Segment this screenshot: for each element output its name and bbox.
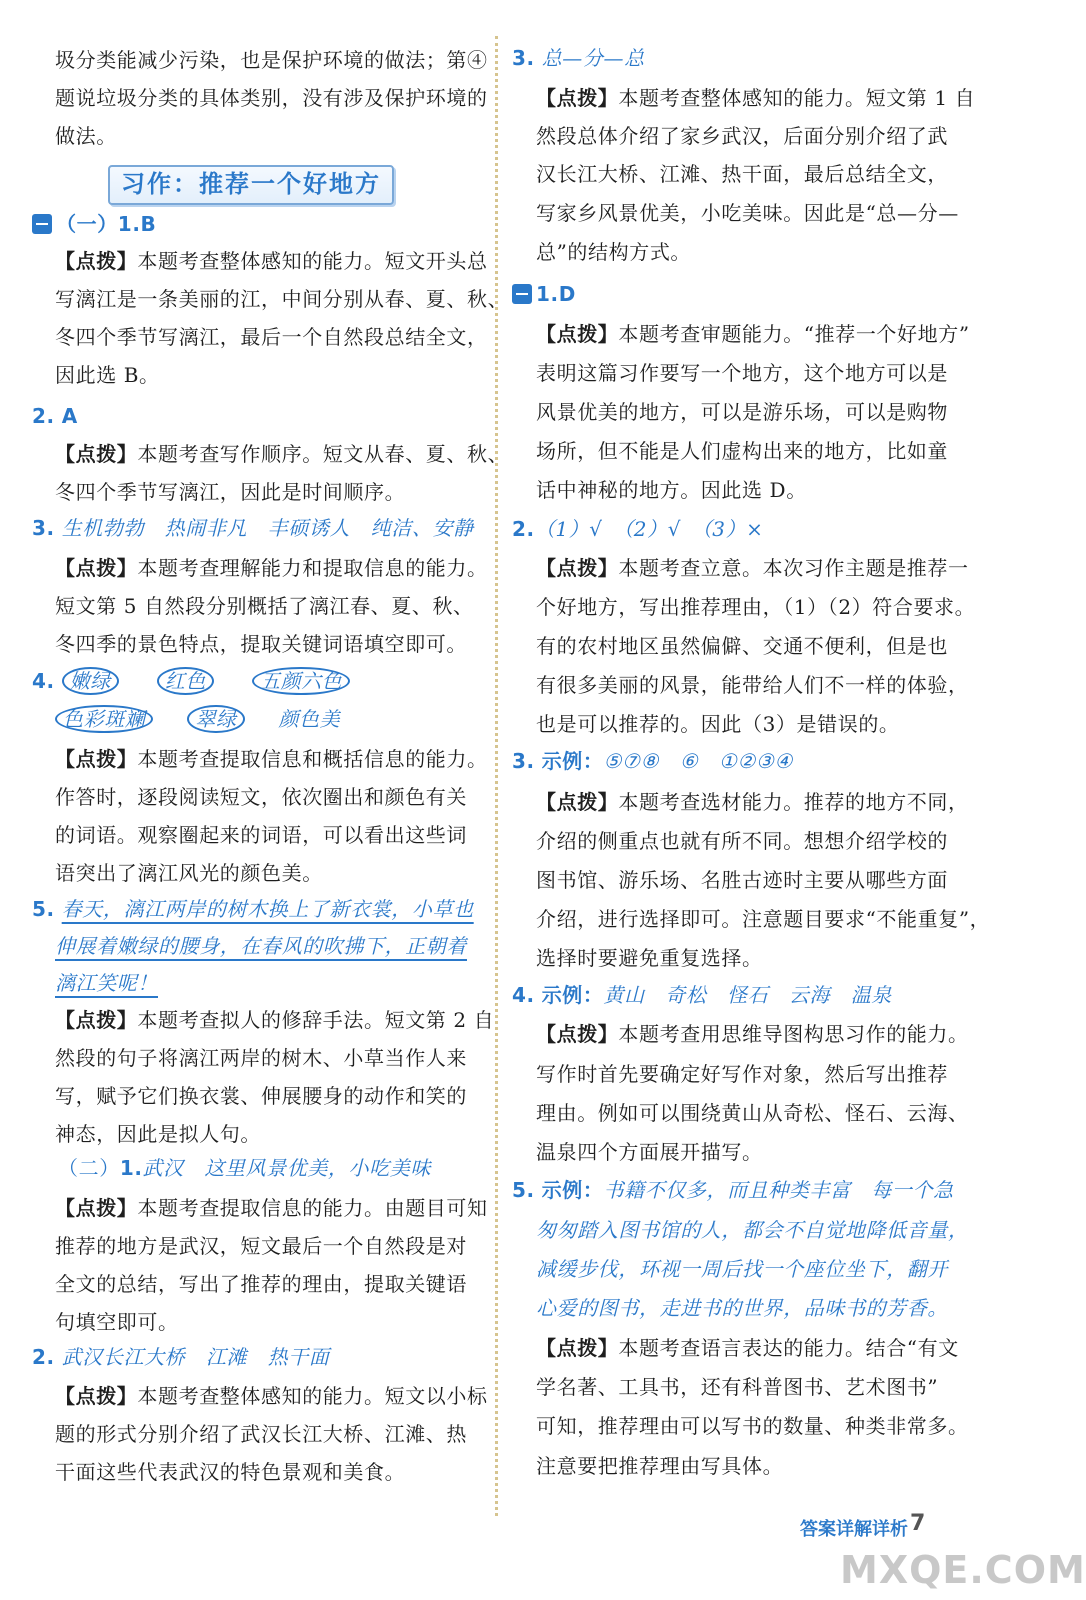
tip-text: 本题考查整体感知的能力。短文第 1 自 xyxy=(618,86,976,110)
text-line: 题说垃圾分类的具体类别，没有涉及保护环境的 xyxy=(55,86,488,110)
question-number: 3. xyxy=(32,516,55,540)
answer-text: 书籍不仅多，而且种类丰富 每一个急 xyxy=(603,1178,954,1202)
text-line: 干面这些代表武汉的特色景观和美食。 xyxy=(55,1460,406,1484)
text-line: 写家乡风景优美，小吃美味。因此是“总—分— xyxy=(536,201,959,225)
question-3-answer xyxy=(32,514,474,542)
tip-text: 本题考查拟人的修辞手法。短文第 2 自 xyxy=(137,1008,495,1032)
text-line: 有很多美丽的风景，能带给人们不一样的体验， xyxy=(536,673,969,697)
question-number: 4. xyxy=(32,669,55,693)
tip-text: 本题考查整体感知的能力。短文以小标 xyxy=(137,1384,488,1408)
section-two-q3-answer xyxy=(512,44,645,72)
text-line: 圾分类能减少污染，也是保护环境的做法；第④ xyxy=(55,48,488,72)
answer-text: （1）√ （2）√ （3）× xyxy=(534,517,764,541)
question-4-answer-row1 xyxy=(32,667,350,695)
answer-word: 颜色美 xyxy=(278,707,341,731)
tip-line xyxy=(536,320,970,348)
text-line: 冬四个季节写漓江，最后一个自然段总结全文， xyxy=(55,325,488,349)
part-two-q5-answer xyxy=(512,1176,954,1204)
text-line: 神态，因此是拟人句。 xyxy=(55,1122,261,1146)
tip-label: 【点拨】 xyxy=(55,442,138,466)
text-line: 写漓江是一条美丽的江，中间分别从春、夏、秋、 xyxy=(55,287,509,311)
tip-text: 本题考查提取信息和概括信息的能力。 xyxy=(137,747,488,771)
circled-word: 翠绿 xyxy=(187,705,244,733)
tip-line xyxy=(55,554,488,582)
text-line: 写，赋予它们换衣裳、伸展腰身的动作和笑的 xyxy=(55,1084,467,1108)
watermark: MXQE.COM xyxy=(840,1548,1086,1592)
text-line: 表明这篇习作要写一个地方，这个地方可以是 xyxy=(536,361,948,385)
tip-label: 【点拨】 xyxy=(55,249,138,273)
circled-word: 五颜六色 xyxy=(252,667,350,695)
text-line: 汉长江大桥、江滩、热干面，最后总结全文， xyxy=(536,162,948,186)
text-line: 全文的总结，写出了推荐的理由，提取关键语 xyxy=(55,1272,467,1296)
answer-line xyxy=(55,969,158,997)
text-line: 图书馆、游乐场、名胜古迹时主要从哪些方面 xyxy=(536,868,948,892)
tip-line xyxy=(55,440,508,468)
tip-text: 本题考查语言表达的能力。结合“有文 xyxy=(618,1336,959,1360)
tip-text: 本题考查审题能力。“推荐一个好地方” xyxy=(618,322,970,346)
tip-label: 【点拨】 xyxy=(536,790,619,814)
section-one-label: （一）1.B xyxy=(56,212,157,236)
text-line: 冬四个季节写漓江，因此是时间顺序。 xyxy=(55,480,406,504)
question-number: 3. xyxy=(512,749,535,773)
section-two-label: （二） xyxy=(58,1156,120,1180)
tip-line xyxy=(55,1006,494,1034)
tip-label: 【点拨】 xyxy=(536,1022,619,1046)
answer-text: 心爱的图书，走进书的世界，品味书的芳香。 xyxy=(536,1296,948,1320)
text-line: 话中神秘的地方。因此选 D。 xyxy=(536,478,807,502)
answer-line xyxy=(536,1294,948,1322)
circled-word: 色彩斑斓 xyxy=(55,705,153,733)
tip-text: 本题考查提取信息的能力。由题目可知 xyxy=(137,1196,488,1220)
tip-line xyxy=(536,788,969,816)
text-line: 个好地方，写出推荐理由，（1）（2）符合要求。 xyxy=(536,595,976,619)
tip-line xyxy=(536,1020,969,1048)
question-2-answer xyxy=(32,402,78,430)
text-line: 推荐的地方是武汉，短文最后一个自然段是对 xyxy=(55,1234,467,1258)
text-line: 选择时要避免重复选择。 xyxy=(536,946,763,970)
text-line: 场所，但不能是人们虚构出来的地方，比如童 xyxy=(536,439,948,463)
circled-word: 嫩绿 xyxy=(62,667,119,695)
tip-label: 【点拨】 xyxy=(536,1336,619,1360)
text-line: 也是可以推荐的。因此（3）是错误的。 xyxy=(536,712,900,736)
answer-text: 漓江笑呢！ xyxy=(55,971,158,995)
answer-line xyxy=(55,932,467,960)
text-line: 冬四季的景色特点，提取关键词语填空即可。 xyxy=(55,632,467,656)
tip-label: 【点拨】 xyxy=(55,1196,138,1220)
tip-text: 本题考查选材能力。推荐的地方不同， xyxy=(618,790,969,814)
part-two-header xyxy=(512,280,576,308)
tip-label: 【点拨】 xyxy=(55,1384,138,1408)
answer-text: 春天，漓江两岸的树木换上了新衣裳，小草也 xyxy=(61,897,474,921)
tip-line xyxy=(55,1382,488,1410)
text-line: 注意要把推荐理由写具体。 xyxy=(536,1454,784,1478)
answer-text: 黄山 奇松 怪石 云海 温泉 xyxy=(603,983,892,1007)
section-title: 习作：推荐一个好地方 xyxy=(108,165,394,205)
answer-text: 总—分—总 xyxy=(541,46,645,70)
answer-text: 武汉长江大桥 江滩 热干面 xyxy=(61,1345,330,1369)
text-line: 理由。例如可以围绕黄山从奇松、怪石、云海、 xyxy=(536,1101,969,1125)
tip-text: 本题考查写作顺序。短文从春、夏、秋、 xyxy=(137,442,509,466)
text-line: 可知，推荐理由可以写书的数量、种类非常多。 xyxy=(536,1414,969,1438)
text-line: 的词语。观察圈起来的词语，可以看出这些词 xyxy=(55,823,467,847)
text-line: 学名著、工具书，还有科普图书、艺术图书” xyxy=(536,1375,939,1399)
tip-label: 【点拨】 xyxy=(536,322,619,346)
tip-line xyxy=(55,1194,488,1222)
text-line: 温泉四个方面展开描写。 xyxy=(536,1140,763,1164)
question-number: 1. xyxy=(119,1156,143,1180)
text-line: 有的农村地区虽然偏僻、交通不便利，但是也 xyxy=(536,634,948,658)
tip-label: 【点拨】 xyxy=(55,1008,138,1032)
text-line: 语突出了漓江风光的颜色美。 xyxy=(55,861,323,885)
text-line: 作答时，逐段阅读短文，依次圈出和颜色有关 xyxy=(55,785,467,809)
text-line: 因此选 B。 xyxy=(55,363,160,387)
example-label: 示例： xyxy=(541,749,604,773)
section-one-header xyxy=(32,210,156,238)
section-two-q2-answer xyxy=(32,1343,330,1371)
text-line: 总”的结构方式。 xyxy=(536,240,692,264)
tip-text: 本题考查理解能力和提取信息的能力。 xyxy=(137,556,488,580)
question-number: 3. xyxy=(512,46,535,70)
text-line: 短文第 5 自然段分别概括了漓江春、夏、秋、 xyxy=(55,594,474,618)
tip-line xyxy=(55,745,488,773)
tip-line xyxy=(536,554,969,582)
tip-text: 本题考查用思维导图构思习作的能力。 xyxy=(618,1022,969,1046)
example-label: 示例： xyxy=(541,983,604,1007)
page-number: 7 xyxy=(910,1511,926,1536)
tip-text: 本题考查立意。本次习作主题是推荐一 xyxy=(618,556,969,580)
part-two-q2-answer xyxy=(512,515,764,543)
answer-text: 伸展着嫩绿的腰身，在春风的吹拂下，正朝着 xyxy=(55,934,467,958)
question-number: 4. xyxy=(512,983,535,1007)
tip-text: 本题考查整体感知的能力。短文开头总 xyxy=(137,249,488,273)
part-two-q3-answer xyxy=(512,747,793,775)
tip-line xyxy=(536,1334,959,1362)
answer-text: 生机勃勃 热闹非凡 丰硕诱人 纯洁、安静 xyxy=(61,516,474,540)
circled-word: 红色 xyxy=(157,667,214,695)
part-two-icon xyxy=(512,284,532,304)
answer-text: ⑤⑦⑧ ⑥ ①②③④ xyxy=(603,749,793,773)
part-two-label: 1.D xyxy=(536,282,576,306)
tip-line xyxy=(55,247,488,275)
text-line: 介绍的侧重点也就有所不同。想想介绍学校的 xyxy=(536,829,948,853)
tip-label: 【点拨】 xyxy=(536,556,619,580)
section-one-icon xyxy=(32,214,52,234)
part-two-q4-answer xyxy=(512,981,892,1009)
text-line: 题的形式分别介绍了武汉长江大桥、江滩、热 xyxy=(55,1422,467,1446)
example-label: 示例： xyxy=(541,1178,604,1202)
question-number: 5. xyxy=(512,1178,535,1202)
text-line: 风景优美的地方，可以是游乐场，可以是购物 xyxy=(536,400,948,424)
answer-text: A xyxy=(61,404,78,428)
text-line: 句填空即可。 xyxy=(55,1310,179,1334)
text-line: 介绍，进行选择即可。注意题目要求“不能重复”， xyxy=(536,907,991,931)
footer-label: 答案详解详析 xyxy=(800,1519,908,1540)
question-number: 5. xyxy=(32,897,55,921)
text-line: 做法。 xyxy=(55,124,117,148)
answer-line xyxy=(536,1255,948,1283)
question-number: 2. xyxy=(32,404,55,428)
text-line: 写作时首先要确定好写作对象，然后写出推荐 xyxy=(536,1062,948,1086)
text-line: 然段总体介绍了家乡武汉，后面分别介绍了武 xyxy=(536,124,948,148)
question-number: 2. xyxy=(32,1345,55,1369)
text-line: 然段的句子将漓江两岸的树木、小草当作人来 xyxy=(55,1046,467,1070)
answer-text: 武汉 这里风景优美，小吃美味 xyxy=(142,1156,431,1180)
answer-line xyxy=(536,1216,969,1244)
tip-label: 【点拨】 xyxy=(55,556,138,580)
answer-text: 匆匆踏入图书馆的人，都会不自觉地降低音量， xyxy=(536,1218,969,1242)
question-number: 2. xyxy=(512,517,535,541)
question-5-answer xyxy=(32,895,474,923)
tip-label: 【点拨】 xyxy=(55,747,138,771)
column-divider xyxy=(495,36,498,1516)
tip-label: 【点拨】 xyxy=(536,86,619,110)
answer-text: 减缓步伐，环视一周后找一个座位坐下，翻开 xyxy=(536,1257,948,1281)
tip-line xyxy=(536,84,975,112)
question-4-answer-row2 xyxy=(55,705,340,733)
section-two-q1-answer xyxy=(58,1154,431,1182)
